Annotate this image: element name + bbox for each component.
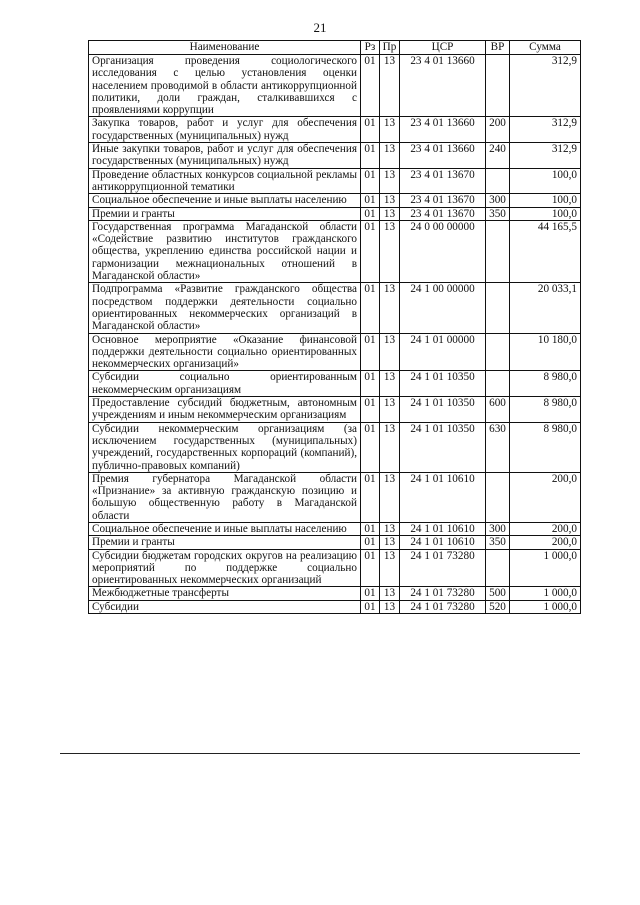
cell-pr: 13 <box>380 220 400 282</box>
cell-name: Межбюджетные трансферты <box>89 587 361 600</box>
table-row <box>89 220 581 282</box>
cell-sum: 1 000,0 <box>510 587 581 600</box>
cell-csr: 24 1 01 73280 <box>400 600 486 613</box>
table-row <box>89 55 581 117</box>
cell-csr: 24 1 00 00000 <box>400 283 486 333</box>
cell-vr <box>486 472 510 522</box>
cell-vr <box>486 333 510 371</box>
cell-sum: 8 980,0 <box>510 422 581 472</box>
cell-csr: 23 4 01 13660 <box>400 143 486 169</box>
cell-rz: 01 <box>361 397 380 423</box>
cell-name: Социальное обеспечение и иные выплаты населению <box>89 194 361 207</box>
cell-vr: 240 <box>486 143 510 169</box>
cell-sum: 200,0 <box>510 536 581 549</box>
cell-name: Социальное обеспечение и иные выплаты населению <box>89 522 361 535</box>
cell-rz: 01 <box>361 117 380 143</box>
cell-vr <box>486 55 510 117</box>
cell-sum: 200,0 <box>510 472 581 522</box>
cell-pr: 13 <box>380 194 400 207</box>
cell-pr: 13 <box>380 333 400 371</box>
cell-sum: 1 000,0 <box>510 600 581 613</box>
cell-vr: 350 <box>486 536 510 549</box>
cell-rz: 01 <box>361 283 380 333</box>
cell-name: Субсидии бюджетам городских округов на реализацию мероприятий по поддержке социально ориентированных некоммерческих организаций <box>89 549 361 587</box>
cell-csr: 24 0 00 00000 <box>400 220 486 282</box>
table-row <box>89 472 581 522</box>
cell-rz: 01 <box>361 207 380 220</box>
table-row <box>89 283 581 333</box>
cell-pr: 13 <box>380 522 400 535</box>
cell-csr: 24 1 01 10350 <box>400 422 486 472</box>
cell-sum: 100,0 <box>510 194 581 207</box>
header-sum: Сумма <box>510 41 581 55</box>
cell-csr: 23 4 01 13660 <box>400 55 486 117</box>
cell-csr: 24 1 01 10610 <box>400 522 486 535</box>
cell-vr: 350 <box>486 207 510 220</box>
table-row <box>89 522 581 535</box>
cell-csr: 24 1 01 10350 <box>400 371 486 397</box>
cell-csr: 24 1 01 73280 <box>400 549 486 587</box>
cell-name: Субсидии социально ориентированным некоммерческим организациям <box>89 371 361 397</box>
table-row <box>89 194 581 207</box>
cell-rz: 01 <box>361 371 380 397</box>
cell-rz: 01 <box>361 600 380 613</box>
cell-vr <box>486 549 510 587</box>
cell-rz: 01 <box>361 522 380 535</box>
table-row <box>89 600 581 613</box>
cell-vr: 300 <box>486 522 510 535</box>
cell-sum: 200,0 <box>510 522 581 535</box>
header-csr: ЦСР <box>400 41 486 55</box>
cell-sum: 312,9 <box>510 55 581 117</box>
cell-name: Закупка товаров, работ и услуг для обеспечения государственных (муниципальных) нужд <box>89 117 361 143</box>
cell-pr: 13 <box>380 55 400 117</box>
table-row <box>89 333 581 371</box>
cell-vr <box>486 371 510 397</box>
cell-csr: 24 1 01 73280 <box>400 587 486 600</box>
cell-vr <box>486 283 510 333</box>
cell-name: Субсидии <box>89 600 361 613</box>
budget-table <box>88 40 581 614</box>
table-row <box>89 143 581 169</box>
table-row <box>89 587 581 600</box>
cell-sum: 20 033,1 <box>510 283 581 333</box>
cell-name: Проведение областных конкурсов социальной рекламы антикоррупционной тематики <box>89 168 361 194</box>
cell-rz: 01 <box>361 549 380 587</box>
cell-name: Подпрограмма «Развитие гражданского общества посредством поддержки деятельности социально ориентированных некоммерческих организаций в Магаданской области» <box>89 283 361 333</box>
cell-sum: 44 165,5 <box>510 220 581 282</box>
header-name: Наименование <box>89 41 361 55</box>
cell-vr: 200 <box>486 117 510 143</box>
cell-pr: 13 <box>380 143 400 169</box>
cell-name: Организация проведения социологического исследования с целью установления оценки населением проводимой в области антикоррупционной политики, доли граждан, сталкивавшихся с проявлениями коррупции <box>89 55 361 117</box>
cell-rz: 01 <box>361 587 380 600</box>
cell-csr: 23 4 01 13670 <box>400 168 486 194</box>
cell-name: Государственная программа Магаданской области «Содействие развитию институтов гражданского общества, укреплению единства российской нации и гармонизации межнациональных отношений в Магаданской области» <box>89 220 361 282</box>
cell-vr: 300 <box>486 194 510 207</box>
footer-divider <box>60 753 580 754</box>
cell-pr: 13 <box>380 536 400 549</box>
cell-pr: 13 <box>380 207 400 220</box>
cell-vr: 600 <box>486 397 510 423</box>
cell-name: Премия губернатора Магаданской области «Признание» за активную гражданскую позицию и большую общественную работу в Магаданской области <box>89 472 361 522</box>
header-pr: Пр <box>380 41 400 55</box>
cell-csr: 23 4 01 13670 <box>400 194 486 207</box>
table-row <box>89 536 581 549</box>
cell-name: Иные закупки товаров, работ и услуг для обеспечения государственных (муниципальных) нужд <box>89 143 361 169</box>
cell-sum: 312,9 <box>510 143 581 169</box>
cell-pr: 13 <box>380 472 400 522</box>
cell-rz: 01 <box>361 143 380 169</box>
cell-name: Субсидии некоммерческим организациям (за исключением государственных (муниципальных) учреждений, государственных корпораций (компаний), публично-правовых компаний) <box>89 422 361 472</box>
cell-rz: 01 <box>361 333 380 371</box>
cell-sum: 8 980,0 <box>510 371 581 397</box>
cell-sum: 10 180,0 <box>510 333 581 371</box>
cell-pr: 13 <box>380 168 400 194</box>
cell-sum: 8 980,0 <box>510 397 581 423</box>
cell-name: Основное мероприятие «Оказание финансовой поддержки деятельности социально ориентированных некоммерческих организаций» <box>89 333 361 371</box>
cell-vr: 520 <box>486 600 510 613</box>
cell-rz: 01 <box>361 220 380 282</box>
cell-csr: 23 4 01 13660 <box>400 117 486 143</box>
cell-sum: 100,0 <box>510 168 581 194</box>
cell-pr: 13 <box>380 600 400 613</box>
page-number: 21 <box>313 20 327 35</box>
cell-rz: 01 <box>361 55 380 117</box>
table-row <box>89 549 581 587</box>
cell-vr <box>486 168 510 194</box>
cell-pr: 13 <box>380 397 400 423</box>
cell-rz: 01 <box>361 536 380 549</box>
table-row <box>89 371 581 397</box>
cell-name: Премии и гранты <box>89 207 361 220</box>
table-row <box>89 117 581 143</box>
cell-rz: 01 <box>361 422 380 472</box>
table-header-row <box>89 41 581 55</box>
cell-csr: 24 1 01 00000 <box>400 333 486 371</box>
cell-sum: 312,9 <box>510 117 581 143</box>
cell-pr: 13 <box>380 117 400 143</box>
cell-vr <box>486 220 510 282</box>
cell-vr: 630 <box>486 422 510 472</box>
cell-vr: 500 <box>486 587 510 600</box>
table-row <box>89 168 581 194</box>
cell-pr: 13 <box>380 283 400 333</box>
cell-pr: 13 <box>380 422 400 472</box>
cell-name: Предоставление субсидий бюджетным, автономным учреждениям и иным некоммерческим организациям <box>89 397 361 423</box>
cell-pr: 13 <box>380 371 400 397</box>
cell-rz: 01 <box>361 194 380 207</box>
cell-rz: 01 <box>361 472 380 522</box>
cell-name: Премии и гранты <box>89 536 361 549</box>
table-row <box>89 397 581 423</box>
cell-csr: 23 4 01 13670 <box>400 207 486 220</box>
header-rz: Рз <box>361 41 380 55</box>
cell-csr: 24 1 01 10610 <box>400 536 486 549</box>
cell-sum: 100,0 <box>510 207 581 220</box>
table-row <box>89 422 581 472</box>
cell-csr: 24 1 01 10350 <box>400 397 486 423</box>
table-body <box>89 55 581 614</box>
cell-sum: 1 000,0 <box>510 549 581 587</box>
cell-csr: 24 1 01 10610 <box>400 472 486 522</box>
table-row <box>89 207 581 220</box>
cell-rz: 01 <box>361 168 380 194</box>
header-vr: ВР <box>486 41 510 55</box>
cell-pr: 13 <box>380 549 400 587</box>
cell-pr: 13 <box>380 587 400 600</box>
